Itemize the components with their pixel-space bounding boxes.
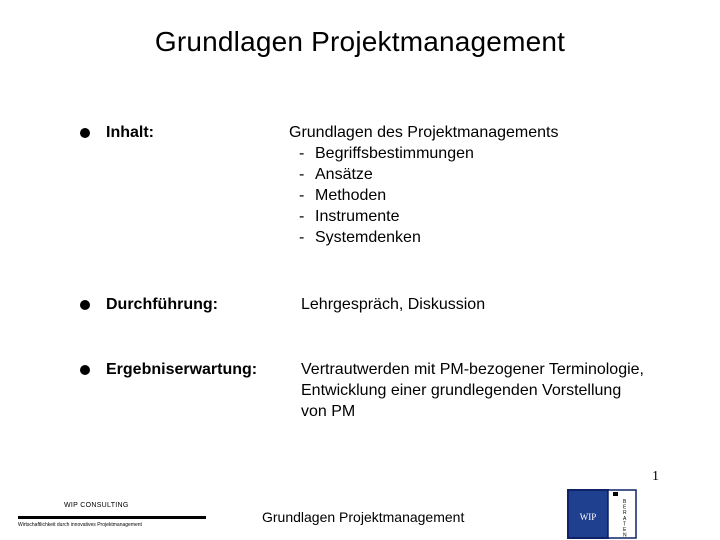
item-content xyxy=(289,122,559,248)
logo-letter: N xyxy=(623,532,627,539)
page-number: 1 xyxy=(652,469,659,484)
logo-letter: B xyxy=(623,499,627,505)
item-label: Ergebniserwartung: xyxy=(106,361,258,378)
content-line: Entwicklung einer grundlegenden Vorstellung xyxy=(301,382,622,399)
footer-divider xyxy=(18,516,206,519)
content-heading: Grundlagen des Projektmanagements xyxy=(289,124,559,141)
list-item: - Begriffsbestimmungen xyxy=(299,145,474,162)
wip-logo xyxy=(566,488,638,540)
logo-letter: A xyxy=(623,515,627,522)
logo-letter: T xyxy=(623,521,627,528)
footer-tagline: Wirtschaftlichkeit durch innovatives Projektmanagement xyxy=(18,522,142,528)
bullet-icon xyxy=(80,365,90,375)
bullet-icon xyxy=(80,128,90,138)
logo-letter: E xyxy=(623,527,627,533)
item-label: Inhalt: xyxy=(106,124,154,141)
footer-company: WIP CONSULTING xyxy=(64,502,129,509)
content-line: von PM xyxy=(301,403,356,420)
item-content xyxy=(301,359,644,422)
list-item: - Systemdenken xyxy=(299,229,421,246)
content-line: Vertrautwerden mit PM-bezogener Terminologie, xyxy=(301,361,644,378)
logo-letter: E xyxy=(623,504,627,511)
list-item: - Ansätze xyxy=(299,166,373,183)
bullet-icon xyxy=(80,300,90,310)
footer-title: Grundlagen Projektmanagement xyxy=(262,509,465,525)
list-item: - Instrumente xyxy=(299,208,400,225)
logo-letter: R xyxy=(623,510,627,517)
logo-text: WIP xyxy=(579,512,597,522)
item-label: Durchführung: xyxy=(106,296,218,313)
item-content: Lehrgespräch, Diskussion xyxy=(301,296,486,313)
list-item: - Methoden xyxy=(299,187,387,204)
page-title: Grundlagen Projektmanagement xyxy=(154,26,566,57)
